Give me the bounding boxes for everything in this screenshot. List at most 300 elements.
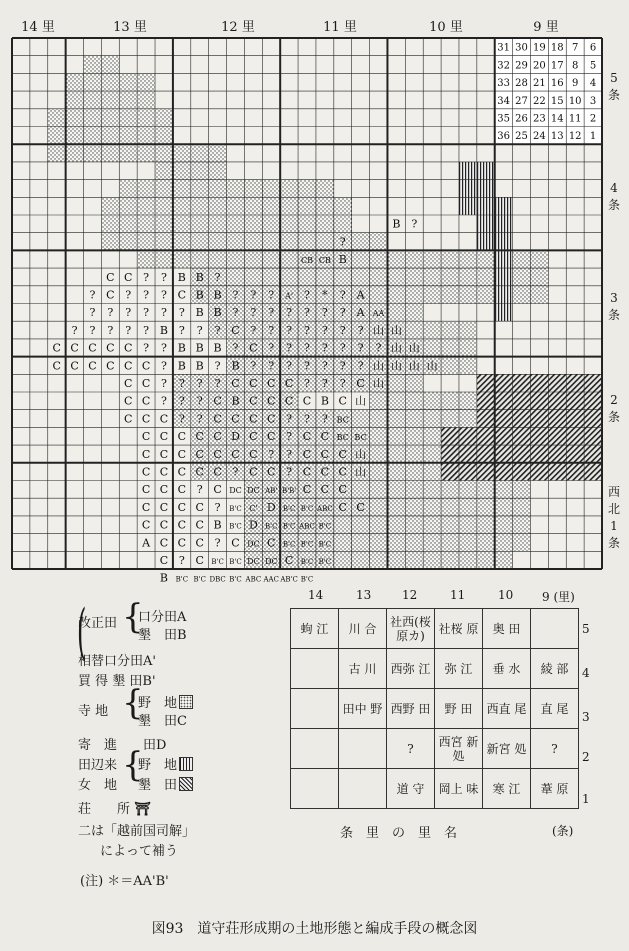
cell-mark: B [195,341,204,355]
legend-item: 相替口分田A' [78,654,156,669]
cell-mark: 山 [390,359,402,373]
cell-mark: B'C [318,522,332,531]
tsubo-number: 12 [568,131,582,143]
legend-note: によって補う [100,844,179,859]
cell-mark: ? [178,306,185,320]
cell-mark: B [159,571,169,585]
cell-mark: C [124,377,133,391]
names-cell: 葦 原 [531,769,579,809]
cell-mark: ? [232,288,239,302]
cell-mark: C [284,554,294,568]
names-jo-label: 4 [582,666,590,680]
cell-mark: C' [249,503,258,513]
tsubo-number: 6 [589,42,597,54]
cell-mark: C [231,323,240,337]
cell-mark: B'C [318,558,332,567]
cell-mark: C [249,447,258,461]
cell-mark: B'C [300,504,314,513]
cell-mark: C [141,412,151,426]
cell-mark: B'C [300,575,314,584]
cell-mark: BC [336,433,349,443]
cell-mark: C [159,554,169,568]
ri-label: 11 里 [323,20,357,35]
cell-mark: 山 [355,394,367,408]
names-header-cell: 9 (里) [542,590,575,604]
cell-mark: B'C [175,575,189,584]
tsubo-number: 25 [515,131,528,143]
names-cell: ? [531,729,579,769]
cell-mark: C [124,412,133,426]
cell-mark: ? [304,341,310,355]
cell-mark: ? [161,341,167,355]
cell-mark: C [177,483,187,497]
cell-mark: DC [229,486,242,496]
tsubo-number: 26 [515,113,528,125]
tsubo-number: 22 [533,95,546,107]
cell-mark: B'C [318,540,332,549]
cell-mark: ? [214,359,221,373]
cell-mark: C [195,447,204,461]
cell-mark: ? [214,536,221,550]
ri-names-table [290,588,590,841]
cell-mark: B'C [282,522,296,531]
cell-mark: C [213,465,222,479]
cell-mark: ABC [299,522,315,531]
cell-mark: B'C [229,522,242,531]
cell-mark: B [213,288,222,302]
tsubo-number: 36 [497,131,511,143]
cell-mark: B'C [300,558,314,567]
cell-mark: ? [214,323,221,337]
cell-mark: ? [143,323,150,337]
tsubo-number: 7 [571,42,579,54]
cell-mark: 山 [373,323,385,337]
names-cell [531,609,579,649]
cell-mark: C [177,447,187,461]
names-cell: 綾 部 [531,649,579,689]
cell-mark: C [159,447,169,461]
cell-mark: C [302,430,312,444]
cell-mark: DC [247,557,260,567]
tsubo-number: 10 [568,95,582,107]
legend-footnote: (注) ＊＝AA'B' [80,874,169,889]
cell-mark: C [106,270,115,284]
names-cell: 川 合 [339,609,387,649]
cell-mark: ? [178,394,185,408]
cell-mark: C [141,500,151,514]
cell-mark: ? [304,412,310,426]
cell-mark: C [124,341,133,355]
names-header-cell: 14 [308,588,324,602]
cell-mark: ? [304,359,310,373]
cell-mark: A [356,288,365,302]
cell-mark: C [213,483,222,497]
legend-note: 二は「越前国司解」 [78,824,196,839]
cell-mark: ? [339,323,346,337]
names-header-cell: 12 [402,588,418,602]
cell-mark: C [159,500,169,514]
cell-mark: ? [178,554,185,568]
names-cell: 岡上 味 [435,769,483,809]
cell-mark: ? [178,412,185,426]
cell-mark: C [141,359,151,373]
cell-mark: ? [286,412,293,426]
cell-mark: CB [301,256,313,266]
legend-item: 野 地 [138,754,193,773]
tsubo-number: 18 [550,42,564,54]
cell-mark: ? [178,377,185,391]
names-cell [291,729,339,769]
ri-label: 10 里 [429,20,463,35]
tsubo-number: 21 [533,78,546,90]
cell-mark: ? [143,306,150,320]
cell-mark: B'C [265,522,278,531]
cell-mark: C [177,500,187,514]
tsubo-number: 5 [589,60,597,72]
cell-mark: B [177,341,186,355]
vertical-stripe-swatch-icon [179,757,193,771]
jo-label: 3 条 [607,291,620,322]
tsubo-number: 14 [550,113,564,125]
cell-mark: C [124,394,133,408]
cell-mark: B [213,306,222,320]
cell-mark: C [159,465,169,479]
names-cell: 西直 尾 [483,689,531,729]
cell-mark: ? [286,447,293,461]
cell-mark: B'C [282,540,296,549]
legend-item: 口分田A [138,610,187,625]
cell-mark: ? [304,306,310,320]
cell-mark: ABC [317,504,333,513]
cell-mark: C [213,394,222,408]
cell-mark: C [267,536,276,550]
legend-item: 墾 田 [138,774,193,793]
names-jo-label: 2 [582,750,590,764]
cell-mark: BC [336,415,349,425]
tsubo-number: 17 [550,60,564,72]
cell-mark: C [195,536,204,550]
cell-mark: ? [214,500,221,514]
cell-mark: C [177,536,187,550]
cell-mark: DC [264,557,278,567]
cell-mark: 山 [390,323,402,337]
names-cell: 奥 田 [483,609,531,649]
names-cell: 西野 田 [387,689,435,729]
names-cell: 蚼 江 [291,609,339,649]
cell-mark: AAC [263,575,279,584]
cell-mark: C [141,518,151,532]
cell-mark: B'C [229,575,242,584]
jo-label: 5 条 [607,71,620,102]
cell-mark: ? [232,306,239,320]
cell-mark: C [302,394,312,408]
cell-mark: ? [161,377,167,391]
cell-mark: C [231,377,240,391]
tsubo-number: 1 [589,131,597,143]
names-cell: ? [387,729,435,769]
cell-mark: C [141,447,151,461]
cell-mark: ? [107,306,114,320]
cell-mark: C [338,394,347,408]
ri-label: 12 里 [221,20,255,35]
cell-mark: ? [357,323,364,337]
cell-mark: B [231,359,240,373]
legend-group-label: 田辺来 [78,758,118,773]
cell-mark: ? [143,288,150,302]
jo-label: 4 条 [607,181,620,212]
cell-mark: C [195,500,204,514]
tsubo-number: 3 [589,95,597,107]
cell-mark: 山 [390,341,402,355]
cell-mark: ? [89,306,96,320]
cell-mark: ? [250,323,257,337]
cell-mark: DC [247,539,260,549]
jo-label: 2 条 [607,393,620,424]
cell-mark: D [231,430,240,444]
cell-mark: ? [321,341,328,355]
cell-mark: * [322,288,328,302]
cell-mark: ? [89,288,96,302]
cell-mark: B'C [229,558,242,567]
cell-mark: B [195,359,204,373]
cell-mark: ? [268,447,275,461]
tsubo-number: 33 [497,78,511,90]
cell-mark: C [213,430,222,444]
cell-mark: ? [107,323,114,337]
cell-mark: C [195,518,204,532]
cell-mark: ? [339,359,346,373]
cell-mark: ? [143,270,150,284]
cell-mark: C [231,447,240,461]
brace-icon: { [122,745,144,785]
cell-mark: A [356,306,365,320]
names-jo-label: 3 [582,710,590,724]
jo-label: 西北 1 条 [607,485,620,550]
cell-mark: C [106,341,115,355]
cell-mark: ? [268,359,275,373]
cell-mark: C [70,341,79,355]
cell-mark: C [249,465,258,479]
cell-mark: C [159,412,169,426]
names-cell: 古 川 [339,649,387,689]
cell-mark: C [70,359,79,373]
cell-mark: B [159,323,169,337]
tsubo-number: 28 [515,78,528,90]
cell-mark: C [88,341,97,355]
brace-icon: { [122,683,144,723]
cell-mark: ? [304,288,310,302]
cell-mark: B [177,270,186,284]
cell-mark: ? [321,306,328,320]
cell-mark: C [88,359,97,373]
cell-mark: ? [286,465,293,479]
cell-mark: DC [247,486,260,496]
cell-mark: C [302,465,312,479]
cell-mark: ? [268,288,275,302]
names-cell: 垂 水 [483,649,531,689]
cell-mark: C [177,288,187,302]
names-cell: 寒 江 [483,769,531,809]
cell-mark: ? [286,323,293,337]
legend-group-label: 寺 地 [78,704,109,719]
cell-mark: ? [321,412,328,426]
names-footer: 条 里 の 里 名 [340,826,458,841]
names-grid [290,608,579,809]
cell-mark: ? [339,341,346,355]
cell-mark: B'C [300,540,314,549]
cell-mark: ? [321,323,328,337]
cell-mark: 山 [408,341,420,355]
cell-mark: ? [89,323,96,337]
cell-mark: ABC [245,575,262,584]
cell-mark: C [159,536,169,550]
tsubo-number: 29 [515,60,528,72]
tsubo-number: 2 [589,113,597,125]
cell-mark: ? [357,359,364,373]
cell-mark: ? [286,430,293,444]
legend-group-label: 女 地 [78,778,118,793]
names-jo-label: 5 [582,622,590,636]
cell-mark: BC [354,433,367,443]
cell-mark: AB'C [280,575,298,584]
cell-mark: B [195,288,204,302]
cell-mark: ? [196,323,203,337]
cell-mark: ? [250,306,257,320]
names-cell: 弥 江 [435,649,483,689]
cell-mark: C [356,500,365,514]
cell-mark: ? [214,377,221,391]
tsubo-number: 27 [515,95,528,107]
cell-mark: C [141,465,151,479]
tsubo-number: 15 [550,95,564,107]
cell-mark: C [195,465,204,479]
cell-mark: ? [232,465,239,479]
names-cell [339,769,387,809]
names-row [291,689,579,729]
cell-mark: ? [411,217,418,231]
names-footer-unit: (条) [552,824,574,838]
cell-mark: C [302,447,312,461]
cell-mark: ? [268,341,275,355]
cell-mark: ? [304,377,310,391]
cell-mark: ? [196,394,203,408]
cell-mark: B'B' [282,487,297,496]
names-cell: 新宮 処 [483,729,531,769]
tsubo-number: 11 [568,113,582,125]
legend-item: 買 得 墾 田B' [78,674,156,689]
names-cell: 西弥 江 [387,649,435,689]
cell-mark: ? [375,341,382,355]
cell-mark: 山 [355,447,367,461]
cell-mark: ? [321,377,328,391]
cell-mark: ? [286,359,293,373]
cell-mark: C [231,412,240,426]
cell-mark: C [231,536,240,550]
cell-mark: ? [125,306,132,320]
legend-item: 野 地 [138,692,193,711]
legend-item: 墾 田C [138,714,187,729]
cell-mark: C [52,341,61,355]
names-cell [339,729,387,769]
cell-mark: ? [339,377,346,391]
cell-mark: B [320,394,329,408]
cell-mark: D [266,500,276,514]
cell-mark: C [106,288,115,302]
cell-mark: ? [268,323,275,337]
names-row [291,729,579,769]
cell-mark: B [213,341,222,355]
cell-mark: B'C [211,558,224,567]
cell-mark: C [338,447,347,461]
names-row [291,649,579,689]
cell-mark: 山 [426,359,438,373]
cell-mark: C [159,518,169,532]
cell-mark: C [320,430,330,444]
cell-mark: ? [125,288,132,302]
cell-mark: B [213,518,222,532]
cell-mark: 山 [373,377,385,391]
cell-mark: ? [339,306,346,320]
cell-mark: C [267,394,276,408]
ri-label: 14 里 [21,20,55,35]
names-header-cell: 13 [356,588,372,602]
tsubo-number: 30 [515,42,528,54]
names-cell [291,769,339,809]
legend-item: 墾 田B [138,628,187,643]
cell-mark: B [231,394,240,408]
names-cell: 道 守 [387,769,435,809]
ri-label: 9 里 [533,20,559,35]
shrine-icon: ⛩ [134,802,151,817]
cell-mark: C [302,483,312,497]
cell-mark: B'C [229,504,242,513]
cell-mark: C [249,377,258,391]
cell-mark: C [177,465,187,479]
cell-mark: B [392,217,401,231]
cell-mark: C [52,359,61,373]
tsubo-number: 24 [533,131,546,143]
cell-mark: ? [214,270,221,284]
cell-mark: C [177,518,187,532]
cell-mark: 山 [355,465,367,479]
cell-mark: ? [71,323,78,337]
cell-mark: 山 [408,359,420,373]
cell-mark: DBC [209,575,226,584]
cell-mark: C [141,377,151,391]
cell-mark: B [195,306,204,320]
names-cell: 西宮 新処 [435,729,483,769]
cell-mark: C [338,483,347,497]
cell-mark: C [338,465,347,479]
tsubo-number: 4 [589,78,597,90]
cell-mark: C [249,430,258,444]
legend-group-label: 改正田 [78,616,118,631]
cell-mark: C [320,465,330,479]
names-header-cell: 11 [450,588,466,602]
cell-mark: ? [161,394,167,408]
tsubo-number: 9 [571,78,579,90]
cell-mark: B'C [282,504,296,513]
names-header-cell: 10 [498,588,514,602]
cell-mark: C [213,412,222,426]
legend-item: 寄 進 田D [78,738,167,753]
cell-mark: C [267,465,276,479]
names-cell: 野 田 [435,689,483,729]
cell-mark: ? [196,412,203,426]
names-cell: 社西(桜原カ) [387,609,435,649]
cell-mark: C [141,430,151,444]
tsubo-number: 16 [550,78,564,90]
